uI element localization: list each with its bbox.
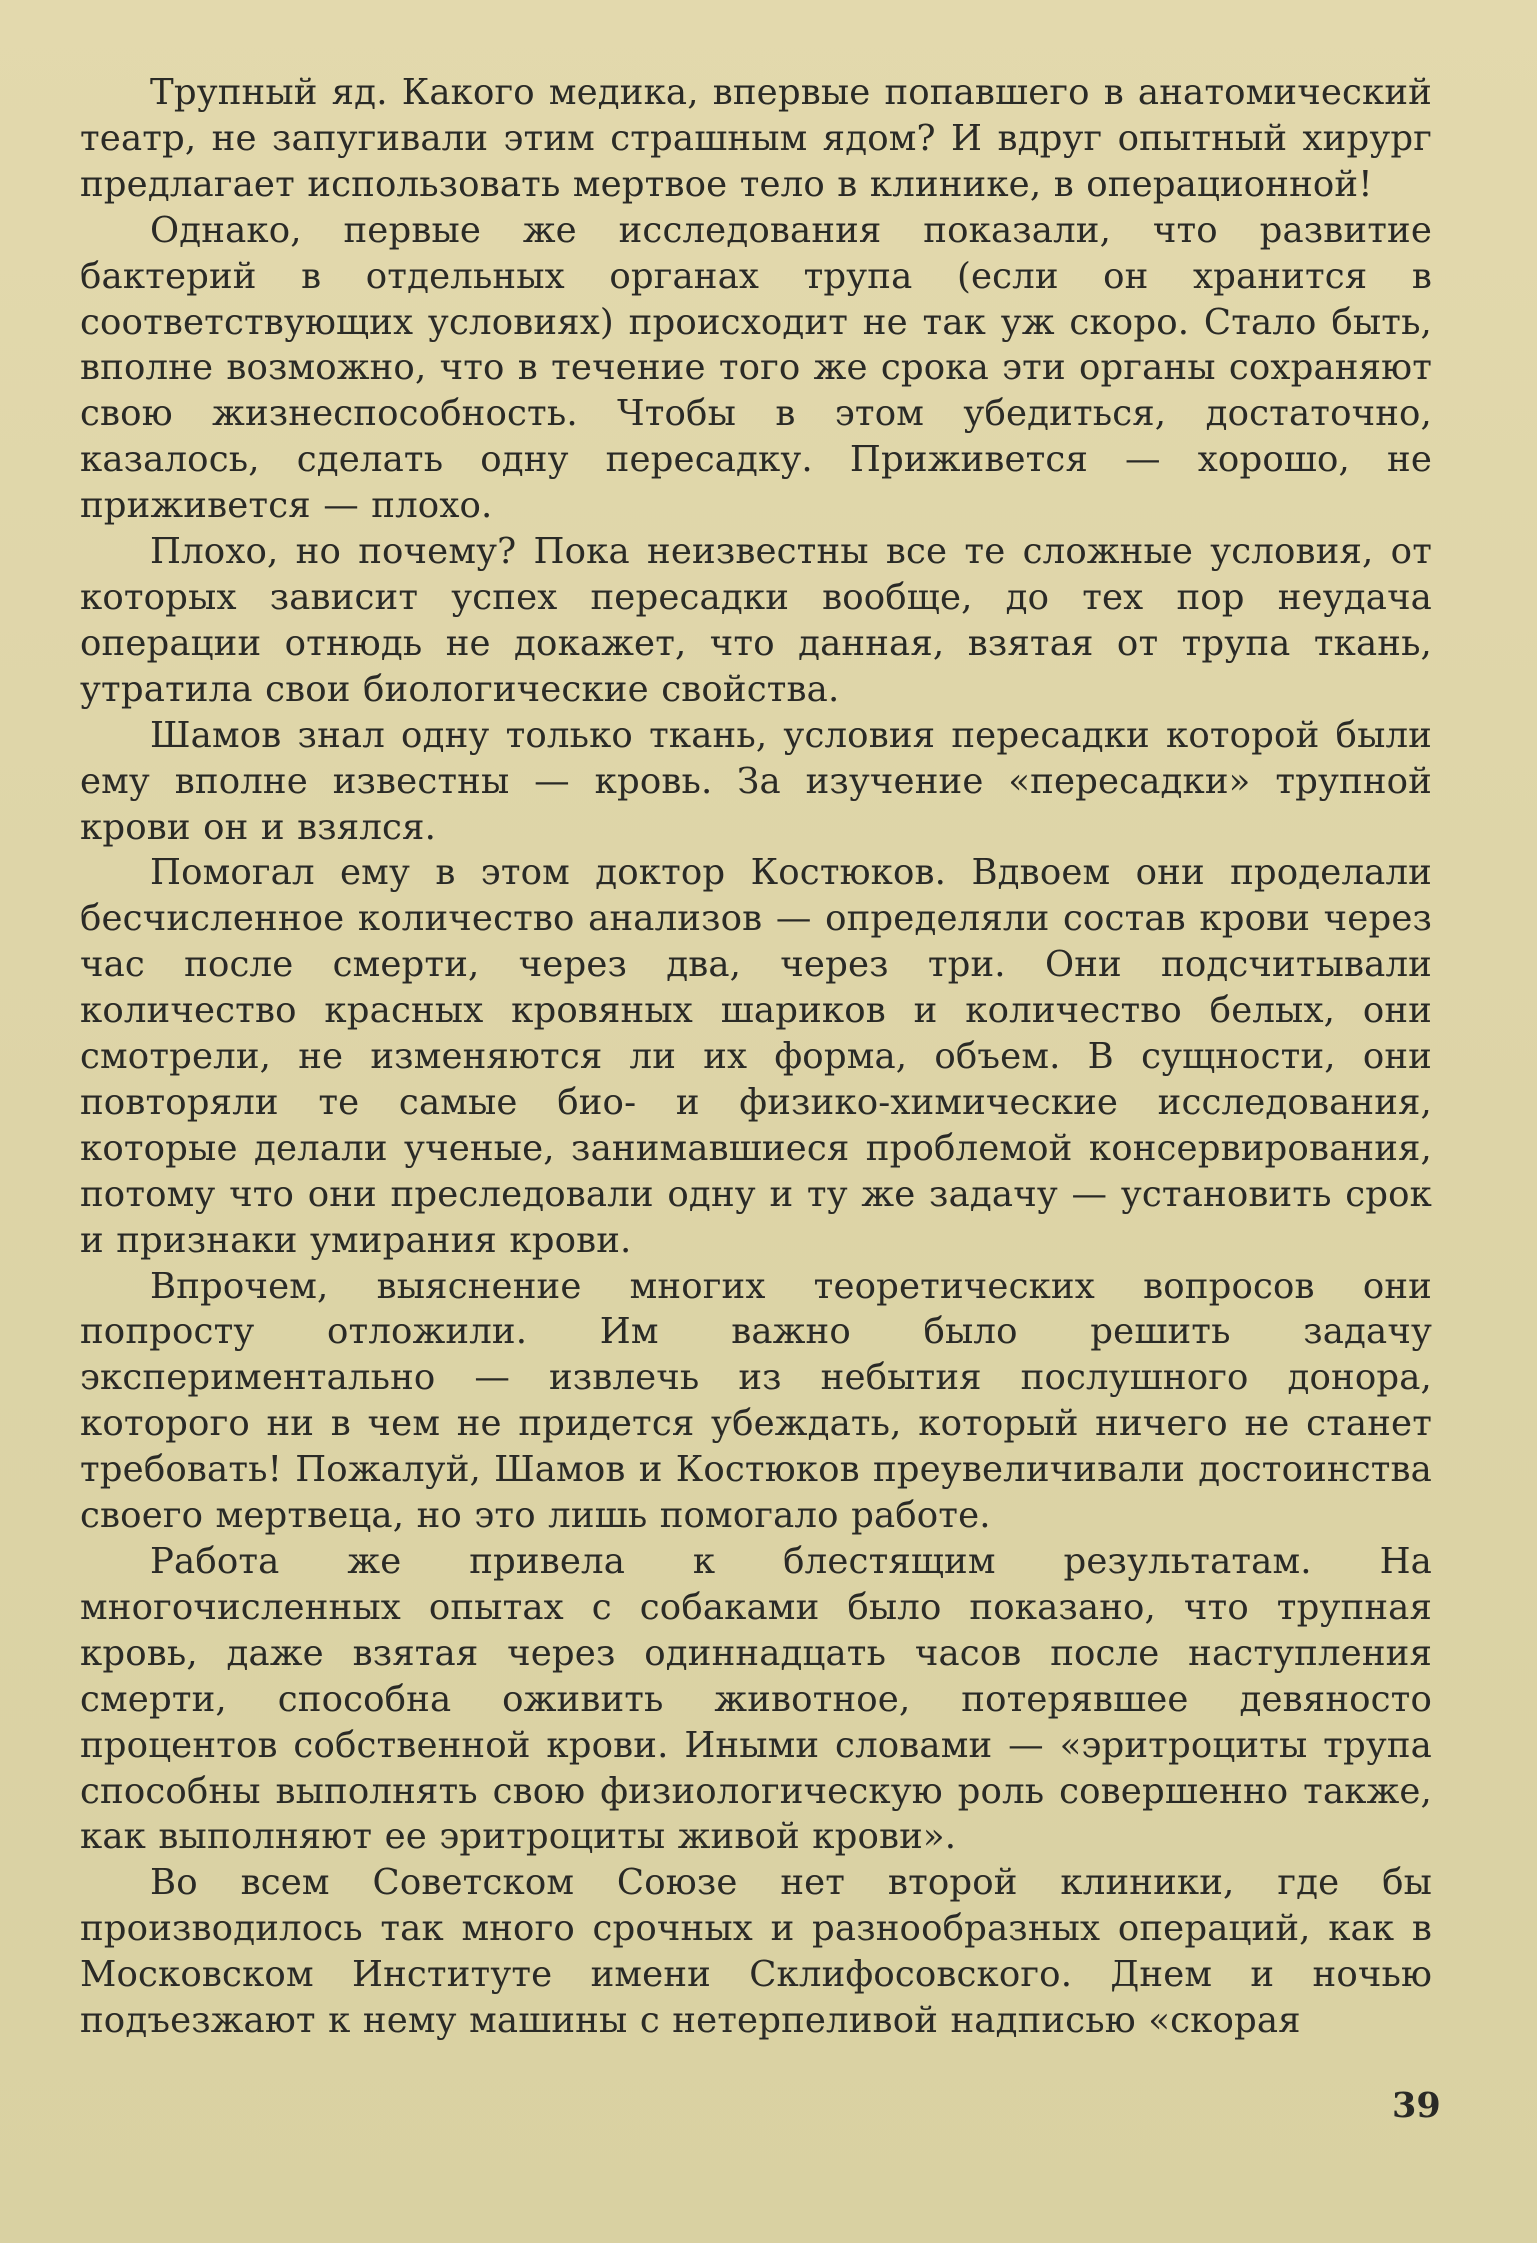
paragraph-3: Плохо, но почему? Пока неизвестны все те сложные условия, от которых зависит успех пересадки вообще, до тех пор неудача операции отнюдь не докажет, что данная, взятая от трупа ткань, утратила свои биологические свойства. [80,531,1432,710]
paragraph-4: Шамов знал одну только ткань, условия пересадки которой были ему вполне известны — кровь. За изучение «пересадки» трупной крови он и взялся. [80,714,1432,848]
paragraph-2: Однако, первые же исследования показали, что развитие бактерий в отдельных органах трупа (если он хранится в соответствующих условиях) происходит не так уж скоро. Стало быть, вполне возможно, что в течение того же срока эти органы сохраняют свою жизнеспособность. Чтобы в этом убедиться, достаточно, казалось, сделать одну пересадку. Приживется — хорошо, не приживется — плохо. [80,209,1432,527]
paragraph-6: Впрочем, выяснение многих теоретических вопросов они попросту отложили. Им важно было решить задачу экспериментально — извлечь из небытия послушного донора, которого ни в чем не придется убеждать, который ничего не станет требовать! Пожалуй, Шамов и Костюков преувеличивали достоинства своего мертвеца, но это лишь помогало работе. [80,1265,1432,1537]
book-page-text [80,70,1432,2044]
paragraph-1: Трупный яд. Какого медика, впервые попавшего в анатомический театр, не запугивали этим страшным ядом? И вдруг опытный хирург предлагает использовать мертвое тело в клинике, в операционной! [80,72,1432,205]
paragraph-8: Во всем Советском Союзе нет второй клиники, где бы производилось так много срочных и разнообразных операций, как в Московском Институте имени Склифосовского. Днем и ночью подъезжают к нему машины с нетерпеливой надписью «скорая [80,1862,1432,2042]
page-number: 39 [1392,2085,1441,2126]
paragraph-5: Помогал ему в этом доктор Костюков. Вдвоем они проделали бесчисленное количество анализов — определяли состав крови через час после смерти, через два, через три. Они подсчитывали количество красных кровяных шариков и количество белых, они смотрели, не изменяются ли их форма, объем. В сущности, они повторяли те самые био- и физико-химические исследования, которые делали ученые, занимавшиеся проблемой консервирования, потому что они преследовали одну и ту же задачу — установить срок и признаки умирания крови. [80,852,1432,1261]
paragraph-7: Работа же привела к блестящим результатам. На многочисленных опытах с собаками было показано, что трупная кровь, даже взятая через одиннадцать часов после наступления смерти, способна оживить животное, потерявшее девяносто процентов собственной крови. Иными словами — «эритроциты трупа способны выполнять свою физиологическую роль совершенно также, как выполняют ее эритроциты живой крови». [80,1541,1432,1858]
